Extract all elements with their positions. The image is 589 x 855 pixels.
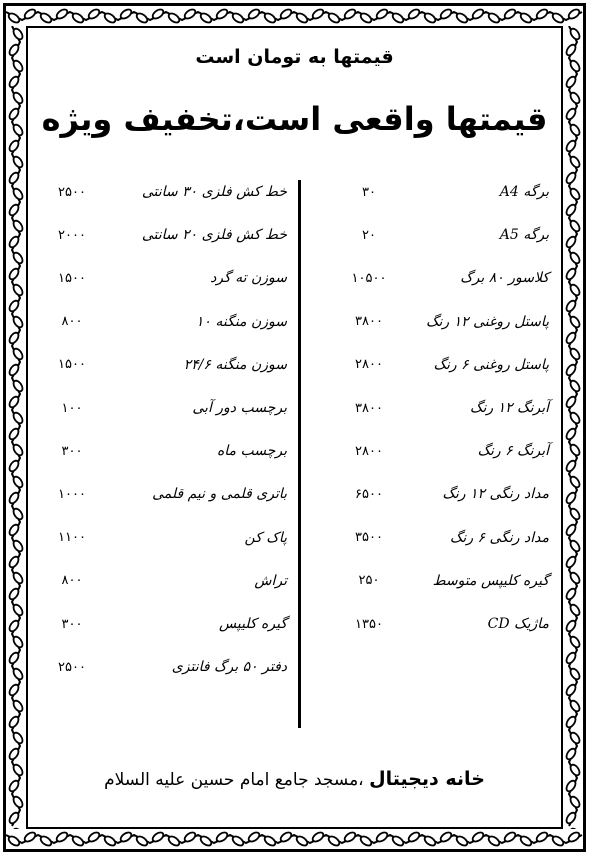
item-price: ۳۵۰۰ [355, 530, 383, 546]
item-price: ۱۵۰۰ [58, 270, 86, 286]
item-price: ۸۰۰ [61, 314, 83, 330]
item-price: ۱۰۰ [61, 400, 83, 416]
item-name: آبرنگ ۱۲ رنگ [469, 400, 549, 416]
item-price: ۲۸۰۰ [355, 357, 383, 373]
item-name: خط کش فلزی ۳۰ سانتی [141, 184, 287, 200]
price-row [42, 655, 287, 679]
price-row [309, 439, 549, 463]
item-name: ماژیک CD [487, 616, 549, 632]
item-name: پاستل روغنی ۶ رنگ [433, 356, 549, 373]
price-row [42, 526, 287, 550]
currency-note: قیمتها به تومان است [195, 46, 394, 68]
price-row [42, 180, 287, 204]
item-name: برچسب دور آبی [192, 400, 287, 416]
price-row [42, 223, 287, 247]
item-name: سوزن منگنه ۲۴/۶ [183, 356, 287, 373]
price-row [309, 526, 549, 550]
price-row [42, 353, 287, 377]
price-row [42, 482, 287, 506]
item-price: ۱۰۵۰۰ [351, 270, 387, 286]
item-price: ۱۵۰۰ [58, 357, 86, 373]
item-name: باتری قلمی و نیم قلمی [152, 486, 287, 503]
column-divider [298, 180, 301, 728]
item-price: ۳۰۰ [61, 443, 83, 459]
item-name: پاستل روغنی ۱۲ رنگ [425, 313, 549, 330]
footer [30, 768, 559, 790]
item-name: برگه A5 [499, 227, 549, 244]
footer-location: ،مسجد جامع امام حسین علیه السلام [104, 770, 364, 790]
vine-border-top [6, 6, 583, 26]
footer-brand: خانه دیجیتال [369, 768, 485, 790]
item-price: ۲۸۰۰ [355, 443, 383, 459]
price-row [42, 396, 287, 420]
item-price: ۸۰۰ [61, 573, 83, 589]
price-row [309, 180, 549, 204]
item-name: خط کش فلزی ۲۰ سانتی [141, 227, 287, 244]
item-price: ۱۱۰۰ [58, 530, 86, 546]
item-name: مداد رنگی ۶ رنگ [449, 529, 549, 546]
item-name: آبرنگ ۶ رنگ [477, 443, 549, 460]
page-title: قیمتها واقعی است،تخفیف ویژه [41, 100, 548, 138]
item-price: ۲۵۰۰ [58, 659, 86, 675]
item-price: ۳۰۰ [61, 616, 83, 632]
item-name: دفتر ۵۰ برگ فانتزی [171, 659, 287, 676]
item-name: برگه A4 [499, 184, 549, 200]
item-name: مداد رنگی ۱۲ رنگ [442, 486, 549, 503]
item-price: ۱۳۵۰ [355, 616, 383, 632]
price-row [42, 612, 287, 636]
price-row [309, 310, 549, 334]
item-name: کلاسور ۸۰ برگ [460, 270, 549, 287]
price-row [42, 266, 287, 290]
price-row [309, 396, 549, 420]
item-price: ۱۰۰۰ [58, 486, 86, 502]
item-name: برچسب ماه [216, 443, 287, 460]
item-price: ۳۸۰۰ [355, 314, 383, 330]
item-name: گیره کلیپس متوسط [432, 572, 549, 589]
price-row [42, 310, 287, 334]
item-name: پاک کن [244, 529, 287, 546]
price-row [309, 569, 549, 593]
price-row [42, 439, 287, 463]
vine-border-left [6, 26, 26, 829]
item-price: ۳۰ [362, 184, 376, 200]
vine-border-right [563, 26, 583, 829]
price-row [309, 612, 549, 636]
item-price: ۲۵۰ [358, 573, 380, 589]
item-price: ۲۰۰۰ [58, 227, 86, 243]
price-row [309, 223, 549, 247]
item-price: ۳۸۰۰ [355, 400, 383, 416]
item-name: سوزن ته گرد [210, 270, 287, 287]
item-price: ۶۵۰۰ [355, 486, 383, 502]
item-price: ۲۵۰۰ [58, 184, 86, 200]
vine-border-bottom [6, 829, 583, 849]
price-row [42, 569, 287, 593]
price-row [309, 266, 549, 290]
price-row [309, 353, 549, 377]
item-name: تراش [254, 572, 287, 589]
price-row [309, 482, 549, 506]
price-list [30, 30, 559, 825]
item-name: سوزن منگنه ۱۰ [195, 313, 287, 330]
item-name: گیره کلیپس [219, 616, 287, 632]
item-price: ۲۰ [362, 227, 376, 243]
